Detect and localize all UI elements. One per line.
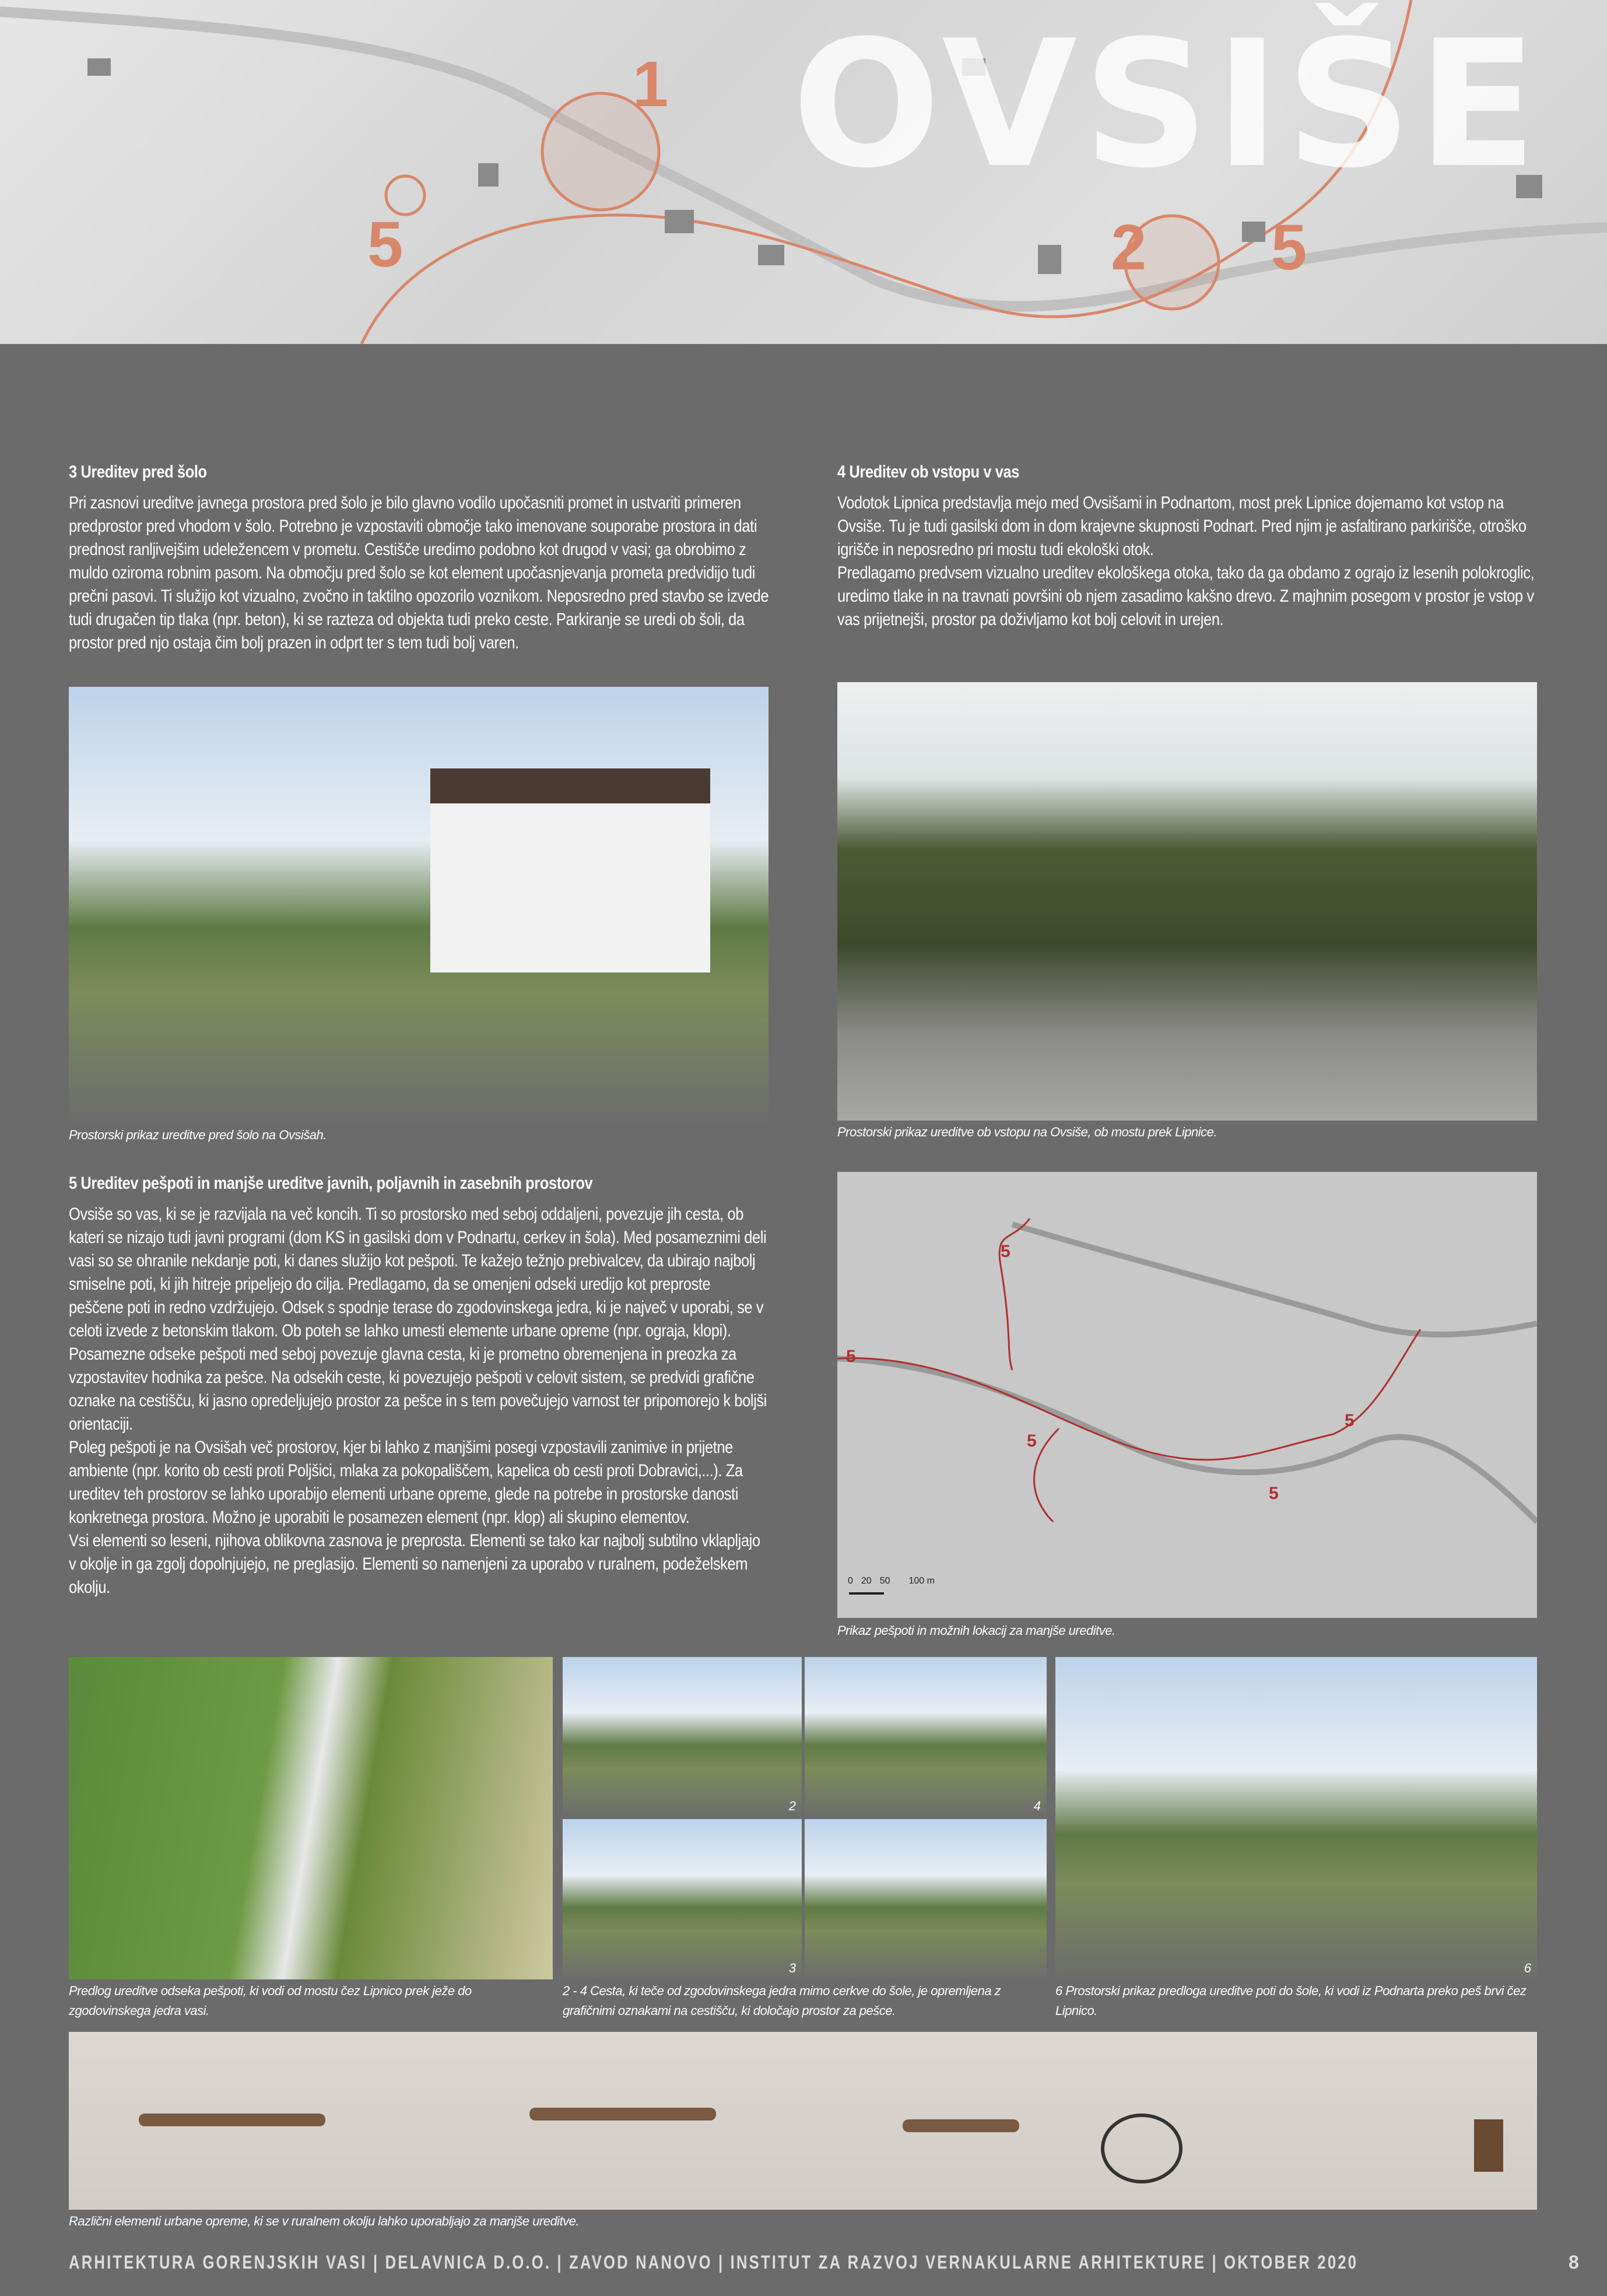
scale-tick: 50 <box>879 1576 890 1586</box>
paragraph: Vsi elementi so leseni, njihova oblikovna zasnova je preprosta. Elementi se tako kar najbolj subtilno vklapljajo v okolje in ga zgolj dopolnjujejo, ne preglasijo. Elementi so namenjeni za uporabo v ruralnem, podeželskem okolju. <box>69 1531 760 1597</box>
road-photo-4 <box>805 1657 1047 1817</box>
bench <box>903 2119 1019 2132</box>
map-marker-2: 2 <box>1111 212 1147 283</box>
road-photo-3 <box>563 1819 802 1979</box>
paragraph: Ovsiše so vas, ki se je razvijala na več koncih. Ti so prostorsko med seboj oddaljeni, povezuje jih cesta, ob kateri se nizajo tudi javni programi (dom KS in gasilski dom v Podnartu, cerkev in šola). Med posameznimi deli vasi so se ohranile nekdanje poti, ki danes služijo kot pešpoti. Te kažejo težnjo prebivalcev, da ubirajo najbolj smiselne poti, ki jih hitreje pripeljejo do cilja. Predlagamo, da se omenjeni odseki uredijo kot preproste peščene poti in redno vzdržujejo. Odsek s spodnje terase do zgodovinskega jedra, ki je največ v uporabi, se v celoti izvede z betonskim tlakom. Ob poteh se lahko umesti elemente urbane opreme (npr. ograja, klopi). Posamezne odseke pešpoti med seboj povezuje glavna cesta, ki je prometno obremenjena in preozka za vzpostavitev hodnika za pešce. Na odsekih ceste, ki povezujejo pešpoti v celovit sistem, se predvidi grafične oznake na cestišču, ki jasno opredeljujejo prostor za pešce in s tem povečujejo varnost ter pripomorejo k boljši orientaciji. <box>69 1205 767 1434</box>
footpath-map-lines <box>837 1172 1537 1618</box>
scale-tick: 20 <box>861 1576 872 1586</box>
village-entrance-photo <box>837 682 1537 1121</box>
section-3-body <box>69 492 769 655</box>
road-photos-caption: 2 - 4 Cesta, ki teče od zgodovinskega jedra mimo cerkve do šole, je opremljena z grafičnimi oznakami na cestišču, ki določajo prostor za pešce. <box>563 1983 1001 2018</box>
paragraph: Pri zasnovi ureditve javnega prostora pred šolo je bilo glavno vodilo upočasniti promet in ustvariti primeren predprostor pred vhodom v šolo. Potrebno je vzpostaviti območje tako imenovane souporabe prostora in dati prednost ranljivejšim udeležencem v prometu. Cestišče uredimo podobno kot drugod v vasi; ga obrobimo z muldo oziroma robnim pasom. Na območju pred šolo se kot element upočasnjevanja prometa predvidijo tudi prečni pasovi. Ti služijo kot vizualno, zvočno in taktilno opozorilo voznikom. Neposredno pred stavbo se izvede tudi drugačen tip tlaka (npr. beton), ki se razteza od objekta tudi preko ceste. Parkiranje se uredi ob šoli, da prostor pred njo ostaja čim bolj prazen in odprt ter s tem tudi bolj varen. <box>69 493 769 652</box>
village-entrance-caption: Prostorski prikaz ureditve ob vstopu na Ovsiše, ob mostu prek Lipnice. <box>837 1125 1217 1139</box>
page-number: 8 <box>1569 2252 1579 2273</box>
school-building <box>430 768 710 973</box>
bench <box>529 2108 716 2121</box>
photo-number: 3 <box>788 1961 796 1975</box>
scale-tick: 100 m <box>908 1576 935 1586</box>
school-photo-caption: Prostorski prikaz ureditve pred šolo na Ovsišah. <box>69 1128 327 1142</box>
footpath-map <box>837 1172 1537 1618</box>
section-4-heading: 4 Ureditev ob vstopu v vas <box>837 462 1020 482</box>
map-label-5: 5 <box>1269 1484 1279 1503</box>
footbridge-path-photo <box>1055 1657 1537 1979</box>
road-photo-2 <box>563 1657 802 1817</box>
map-label-5: 5 <box>846 1347 856 1366</box>
section-3-heading: 3 Ureditev pred šolo <box>69 462 207 482</box>
urban-furniture-strip <box>69 2032 1537 2210</box>
map-marker-5: 5 <box>367 209 403 280</box>
section-5-heading: 5 Ureditev pešpoti in manjše ureditve javnih, poljavnih in zasebnih prostorov <box>69 1174 593 1193</box>
paragraph: Vodotok Lipnica predstavlja mejo med Ovsišami in Podnartom, most prek Lipnice dojemamo kot vstop na Ovsiše. Tu je tudi gasilski dom in dom krajevne skupnosti Podnart. Pred njim je asfaltirano parkirišče, otroško igrišče in neposredno pri mostu tudi ekološki otok. <box>837 493 1527 559</box>
bicycle <box>1101 2114 1183 2183</box>
page-title: OVSIŠE <box>792 3 1543 206</box>
map-marker-1: 1 <box>633 48 669 120</box>
map-scale-bar <box>848 1576 935 1586</box>
map-label-5: 5 <box>1001 1242 1010 1261</box>
footpath-photo-caption: Predlog ureditve odseka pešpoti, ki vodi od mostu čez Lipnico prek ježe do zgodovinskega jedra vasi. <box>69 1983 472 2018</box>
paragraph: Predlagamo predvsem vizualno ureditev ekološkega otoka, tako da ga obdamo z ograjo iz lesenih polokroglic, uredimo tlake in na travnati površini ob njem zasadimo kakšno drevo. Z majhnim posegom v prostor je vstop v vas prijetnejši, prostor pa doživljamo kot bolj celovit in urejen. <box>837 563 1535 629</box>
header-map <box>0 0 1607 344</box>
section-5-body <box>69 1203 769 1599</box>
paragraph: Poleg pešpoti je na Ovsišah več prostorov, kjer bi lahko z manjšimi posegi vzpostavili zanimive in prijetne ambiente (npr. korito ob cesti proti Poljšici, mlaka za pokopališčem, kapelica ob cesti proti Dobravici,...). Za ureditev teh prostorov se lahko uporabijo elementi urbane opreme, glede na potrebe in prostorske danosti konkretnega prostora. Možno je uporabiti le posamezen element (npr. klop) ali skupino elementov. <box>69 1438 743 1527</box>
photo-number: 2 <box>788 1799 796 1813</box>
bin <box>1474 2119 1503 2172</box>
school-photo <box>69 687 769 1124</box>
footpath-map-caption: Prikaz pešpoti in možnih lokacij za manjše ureditve. <box>837 1623 1115 1638</box>
section-4-body <box>837 492 1537 631</box>
urban-furniture-caption: Različni elementi urbane opreme, ki se v ruralnem okolju lahko uporabljajo za manjše ureditve. <box>69 2214 580 2228</box>
footpath-photo <box>69 1657 553 1979</box>
road-photo-5 <box>805 1819 1047 1979</box>
map-label-5: 5 <box>1027 1431 1037 1451</box>
scale-tick: 0 <box>848 1576 853 1586</box>
map-label-5: 5 <box>1345 1411 1355 1430</box>
photo-number: 4 <box>1033 1799 1041 1813</box>
footbridge-photo-caption: 6 Prostorski prikaz predloga ureditve poti do šole, ki vodi iz Podnarta preko peš brvi čez Lipnico. <box>1055 1983 1527 2018</box>
footer-credits: ARHITEKTURA GORENJSKIH VASI | DELAVNICA D.O.O. | ZAVOD NANOVO | INSTITUT ZA RAZVOJ VERNAKULARNE ARHITEKTURE | OKTOBER 2020 <box>69 2252 1359 2273</box>
bench <box>139 2114 325 2126</box>
photo-number: 6 <box>1524 1961 1531 1975</box>
map-marker-5: 5 <box>1271 212 1307 283</box>
